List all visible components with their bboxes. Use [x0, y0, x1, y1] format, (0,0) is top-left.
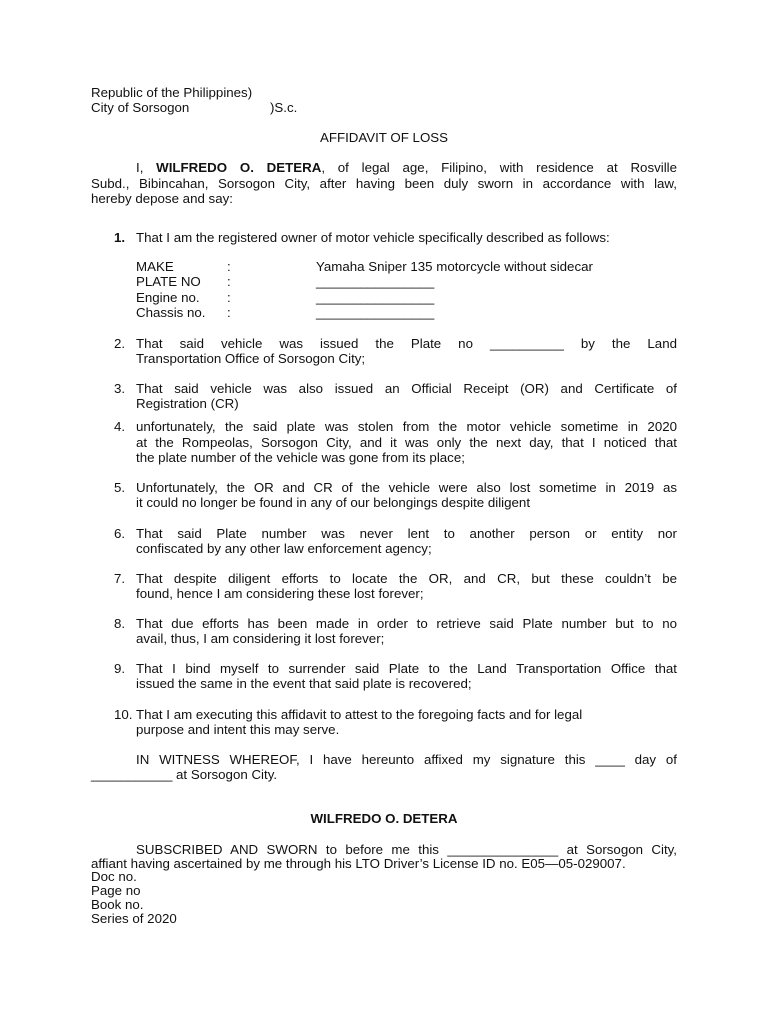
item-3-number: 3.	[114, 381, 126, 396]
item-3-line-2: Registration (CR)	[136, 396, 239, 411]
intro-line-3: hereby depose and say:	[91, 191, 233, 206]
item-9-number: 9.	[114, 661, 126, 676]
series: Series of 2020	[91, 911, 177, 926]
item-2-line-2: Transportation Office of Sorsogon City;	[136, 351, 366, 366]
engine-colon: :	[227, 290, 231, 305]
item-2-line-1: That said vehicle was issued the Plate no __________ by the Land	[136, 336, 677, 351]
engine-value: ________________	[316, 290, 435, 305]
item-7-line-2: found, hence I am considering these lost forever;	[136, 586, 424, 601]
chassis-colon: :	[227, 305, 231, 320]
witness-line-2: ___________ at Sorsogon City.	[91, 767, 278, 782]
chassis-value: ________________	[316, 305, 435, 320]
doc-no: Doc no.	[91, 869, 137, 884]
item-6-line-1: That said Plate number was never lent to another person or entity nor	[136, 526, 677, 541]
jurat-line-1: SUBSCRIBED AND SWORN to before me this _______________ at Sorsogon City,	[136, 842, 677, 857]
item-4-line-1: unfortunately, the said plate was stolen from the motor vehicle sometime in 2020	[136, 419, 677, 434]
item-4-number: 4.	[114, 419, 126, 434]
make-label: MAKE	[136, 259, 174, 274]
plate-label: PLATE NO	[136, 274, 201, 289]
intro-line-2: Subd., Bibincahan, Sorsogon City, after having been duly sworn in accordance with law,	[91, 176, 677, 191]
intro-line-1	[136, 160, 677, 176]
intro-prefix: I,	[136, 160, 144, 175]
plate-colon: :	[227, 274, 231, 289]
item-2-number: 2.	[114, 336, 126, 351]
header-republic: Republic of the Philippines)	[91, 85, 253, 100]
witness-line-1: IN WITNESS WHEREOF, I have hereunto affixed my signature this ____ day of	[136, 752, 677, 767]
item-9-line-2: issued the same in the event that said plate is recovered;	[136, 676, 472, 691]
item-5-number: 5.	[114, 480, 126, 495]
item-9-line-1: That I bind myself to surrender said Plate to the Land Transportation Office that	[136, 661, 677, 676]
item-6-number: 6.	[114, 526, 126, 541]
chassis-label: Chassis no.	[136, 305, 206, 320]
engine-label: Engine no.	[136, 290, 200, 305]
item-8-number: 8.	[114, 616, 126, 631]
item-10-number: 10.	[114, 707, 133, 722]
item-5-line-1: Unfortunately, the OR and CR of the vehicle were also lost sometime in 2019 as	[136, 480, 677, 495]
item-4-line-2: at the Rompeolas, Sorsogon City, and it was only the next day, that I noticed that	[136, 435, 677, 450]
item-7-number: 7.	[114, 571, 126, 586]
make-value: Yamaha Sniper 135 motorcycle without sidecar	[316, 259, 593, 274]
item-7-line-1: That despite diligent efforts to locate the OR, and CR, but these couldn’t be	[136, 571, 677, 586]
item-1-number: 1.	[114, 230, 126, 245]
make-colon: :	[227, 259, 231, 274]
document-title: AFFIDAVIT OF LOSS	[319, 130, 449, 145]
item-6-line-2: confiscated by any other law enforcement agency;	[136, 541, 432, 556]
item-5-line-2: it could no longer be found in any of our belongings despite diligent	[136, 495, 531, 510]
signature-name: WILFREDO O. DETERA	[310, 811, 458, 826]
item-8-line-1: That due efforts has been made in order to retrieve said Plate number but to no	[136, 616, 677, 631]
item-8-line-2: avail, thus, I am considering it lost forever;	[136, 631, 385, 646]
header-sc: )S.c.	[270, 100, 298, 115]
item-4-line-3: the plate number of the vehicle was gone from its place;	[136, 450, 465, 465]
affiant-name: WILFREDO O. DETERA	[156, 160, 322, 175]
plate-value: ________________	[316, 274, 435, 289]
jurat-line-2: affiant having ascertained by me through his LTO Driver’s License ID no. E05—05-029007.	[91, 856, 626, 871]
item-1-text: That I am the registered owner of motor vehicle specifically described as follows:	[136, 230, 610, 245]
page-no: Page no	[91, 883, 141, 898]
book-no: Book no.	[91, 897, 144, 912]
item-10-line-1: That I am executing this affidavit to attest to the foregoing facts and for legal	[136, 707, 583, 722]
item-10-line-2: purpose and intent this may serve.	[136, 722, 340, 737]
intro-line-1-rest: , of legal age, Filipino, with residence at Rosville	[321, 160, 678, 175]
item-3-line-1: That said vehicle was also issued an Official Receipt (OR) and Certificate of	[136, 381, 677, 396]
header-city: City of Sorsogon	[91, 100, 190, 115]
